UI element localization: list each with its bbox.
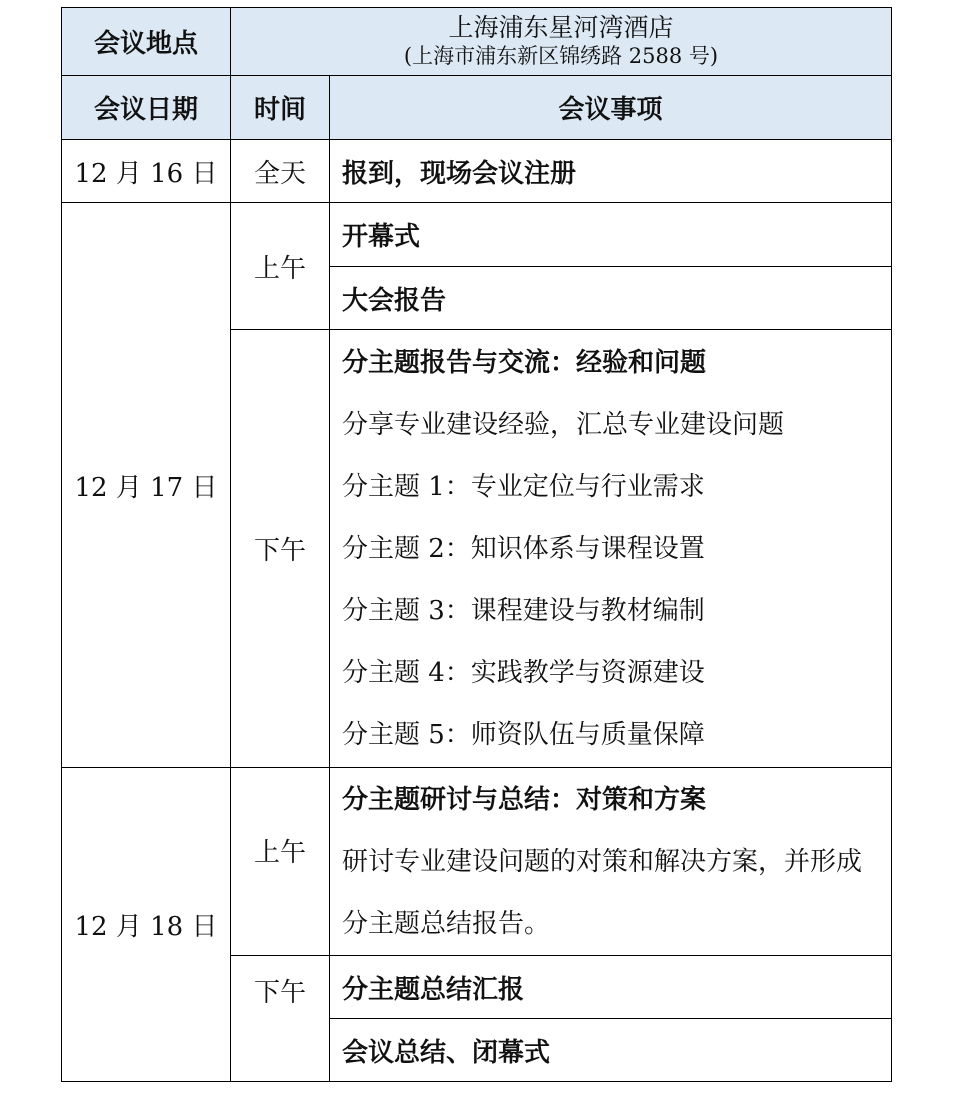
agenda-header: 会议事项 xyxy=(330,76,892,140)
location-name: 上海浦东星河湾酒店 xyxy=(448,13,674,42)
day2-afternoon-time: 下午 xyxy=(231,330,330,768)
day2-afternoon-line: 分主题 3：课程建设与教材编制 xyxy=(342,595,705,626)
day3-afternoon-item: 分主题总结汇报 xyxy=(330,956,892,1019)
day2-afternoon-cell xyxy=(330,330,892,768)
day3-morning-text: 研讨专业建设问题的对策和解决方案，并形成分主题总结报告。 xyxy=(342,846,863,939)
date-header: 会议日期 xyxy=(62,76,231,140)
day2-afternoon-line: 分主题 1：专业定位与行业需求 xyxy=(342,471,705,502)
location-label: 会议地点 xyxy=(62,8,231,76)
column-header-row xyxy=(62,76,892,140)
conference-agenda-table xyxy=(61,7,892,1082)
location-cell xyxy=(231,8,892,76)
day1-item: 报到，现场会议注册 xyxy=(330,140,892,203)
day2-morning-time: 上午 xyxy=(231,203,330,330)
day1-time: 全天 xyxy=(231,140,330,203)
day3-morning-title: 分主题研讨与总结：对策和方案 xyxy=(342,784,707,815)
day2-afternoon-line: 分主题 5：师资队伍与质量保障 xyxy=(342,719,705,750)
day3-date: 12 月 18 日 xyxy=(62,768,231,1082)
day3-morning-cell xyxy=(330,768,892,956)
day2-morning-row-1 xyxy=(62,203,892,267)
day2-morning-item: 大会报告 xyxy=(330,267,892,330)
day3-afternoon-time: 下午 xyxy=(231,956,330,1082)
day2-date: 12 月 17 日 xyxy=(62,203,231,768)
day2-afternoon-line: 分主题 4：实践教学与资源建设 xyxy=(342,657,705,688)
day2-morning-item: 开幕式 xyxy=(330,203,892,267)
time-header: 时间 xyxy=(231,76,330,140)
location-address: (上海市浦东新区锦绣路 2588 号) xyxy=(403,44,719,68)
location-row xyxy=(62,8,892,76)
day2-afternoon-line: 分主题 2：知识体系与课程设置 xyxy=(342,533,705,564)
day2-afternoon-title: 分主题报告与交流：经验和问题 xyxy=(342,347,707,378)
day3-morning-time: 上午 xyxy=(231,768,330,956)
day1-date: 12 月 16 日 xyxy=(62,140,231,203)
day1-row xyxy=(62,140,892,203)
day3-afternoon-item: 会议总结、闭幕式 xyxy=(330,1019,892,1082)
day2-afternoon-line: 分享专业建设经验，汇总专业建设问题 xyxy=(342,409,785,440)
day3-morning-row xyxy=(62,768,892,956)
